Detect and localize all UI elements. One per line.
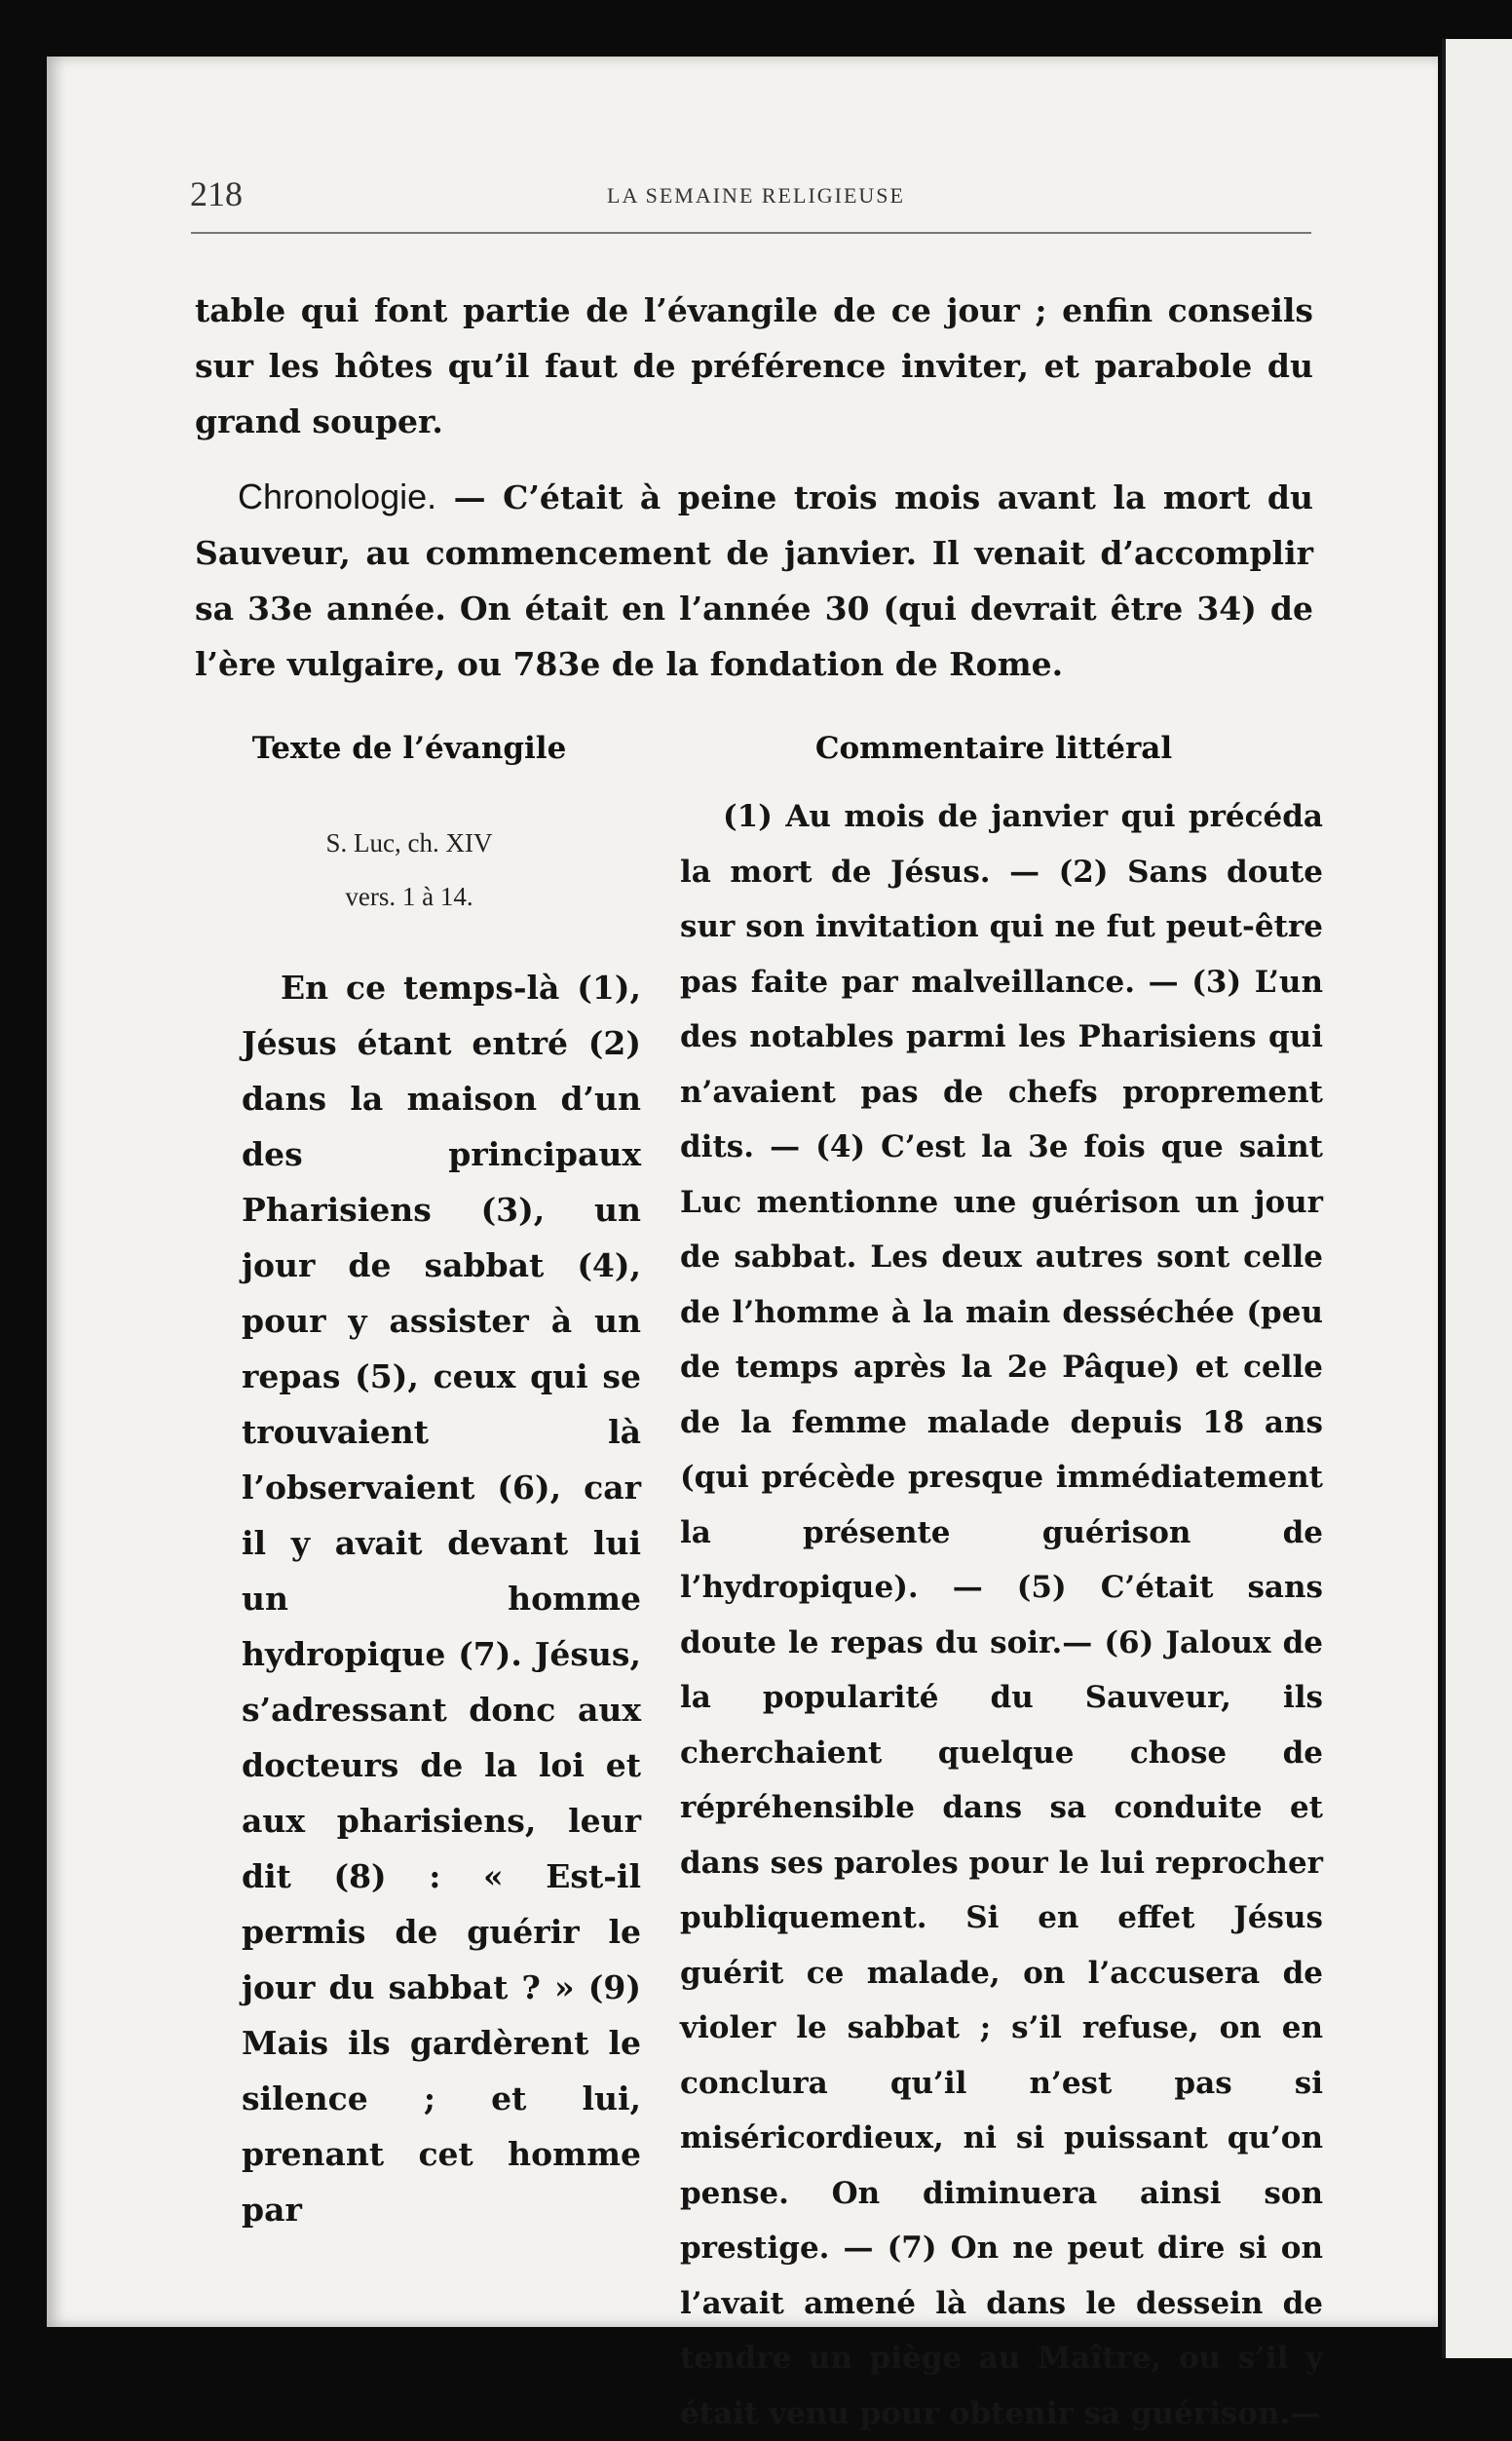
chronologie-text: — C’était à peine trois mois avant la mort du Sauveur, au commencement de janvier. Il venait d’accomplir sa 33e année. On était en l’année 30 (qui devrait être 34) de l’ère vulgaire, ou 783e de la fondation de Rome. (195, 478, 1313, 683)
facing-page-edge (1442, 39, 1512, 2358)
chronologie-label: Chronologie. (238, 477, 437, 516)
header-rule (191, 232, 1311, 234)
gospel-reference-chapter: S. Luc, ch. XIV (325, 828, 493, 858)
intro-paragraph: table qui font partie de l’évangile de ce jour ; enfin conseils sur les hôtes qu’il faut de préférence inviter, et parabole du grand souper. (195, 291, 1313, 440)
gospel-reference-verses: vers. 1 à 14. (345, 882, 473, 911)
gospel-text: En ce temps-là (1), Jésus étant entré (2) dans la maison d’un des principaux Pharisiens (3), un jour de sabbat (4), pour y assister à un repas (5), ceux qui se trouvaient là l’observaient (6), car il y avait devant lui un homme hydropique (7). Jésus, s’adressant donc aux docteurs de la loi et aux pharisiens, leur dit (8) : « Est-il permis de guérir le jour du sabbat ? » (9) Mais ils gardèrent le silence ; et lui, prenant cet homme par (242, 969, 641, 2229)
commentary-heading: Commentaire littéral (814, 731, 1173, 766)
running-title: LA SEMAINE RELIGIEUSE (607, 183, 905, 208)
intro-text (195, 283, 1313, 692)
chronologie-paragraph (195, 469, 1313, 692)
page-number: 218 (190, 174, 243, 213)
gospel-text-heading: Texte de l’évangile (251, 731, 567, 766)
commentary-text: (1) Au mois de janvier qui précéda la mort de Jésus. — (2) Sans doute sur son invitation qui ne fut peut-être pas faite par malveillance. — (3) L’un des notables parmi les Pharisiens qui n’avaient pas de chefs proprement dits. — (4) C’est la 3e fois que saint Luc mentionne une guérison un jour de sabbat. Les deux autres sont celle de l’homme à la main desséchée (peu de temps après la 2e Pâque) et celle de la femme malade depuis 18 ans (qui précède presque immédiatement la présente guérison de l’hydropique). — (5) C’était sans doute le repas du soir.— (6) Jaloux de la popularité du Sauveur, ils cherchaient quelque chose de répréhensible dans sa conduite et dans ses paroles pour le lui reprocher publiquement. Si en effet Jésus guérit ce malade, on l’accusera de violer le sabbat ; s’il refuse, on en conclura qu’il n’est pas si miséricordieux, ni si puissant qu’on pense. On diminuera ainsi son prestige. — (7) On ne peut dire si on l’avait amené là dans le dessein de tendre un piège au Maître, ou s’il y était venu pour obtenir sa guérison.— (680, 799, 1323, 2431)
